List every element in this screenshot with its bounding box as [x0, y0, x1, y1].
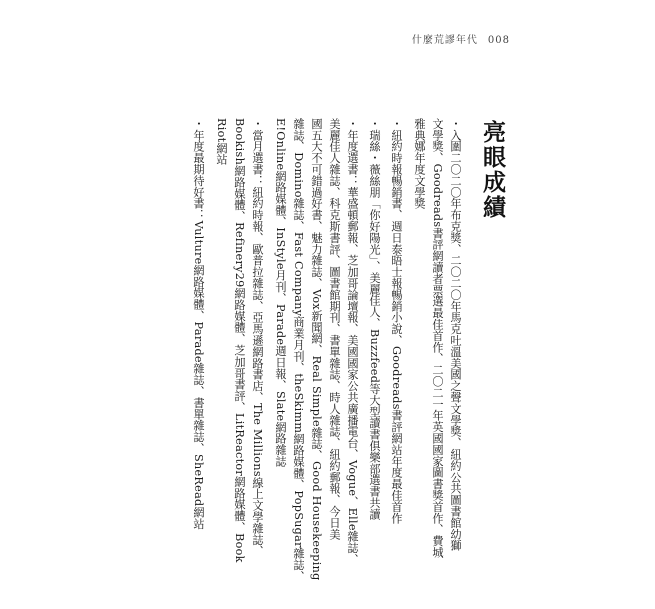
text-column: Riot網站 — [215, 118, 228, 166]
text-column: ・年度選書：華盛頓郵報、芝加哥論壇報、美國國家公共廣播電台、Vogue、Elle雜誌、 — [346, 118, 359, 566]
text-column: 文學獎、Goodreads書評網讀者票選最佳首作、二〇二一年英國國家圖書獎首作、費城 — [431, 118, 444, 559]
text-column: E!Online網路媒體、InStyle月刊、Parade週日報、Slate網路雜誌 — [274, 118, 287, 468]
text-column: 雅典娜年度文學獎 — [413, 118, 426, 210]
running-head — [412, 31, 510, 46]
text-column: ・入圍二〇二〇年布克獎、二〇二〇年馬克吐溫美國之聲文學獎、紐約公共圖書館幼獅 — [449, 118, 462, 552]
text-column: ・瑞絲・薇絲朋「你好陽光」、美麗佳人、Buzzfeed等大型讀書俱樂部選書共讀 — [368, 118, 381, 520]
text-column: ・紐約時報暢銷書、週日泰晤士報暢銷小說、Goodreads書評網站年度最佳首作 — [390, 118, 403, 524]
text-column: 國五大不可錯過好書、魅力雜誌、Vox新聞網、Real Simple雜誌、Good Housekeeping — [310, 118, 323, 581]
book-title: 什麼荒謬年代 — [411, 35, 478, 46]
text-column: Bookish網路媒體、Refinery29網路媒體、芝加哥書評、LitReactor網路媒體、Book — [233, 118, 246, 563]
text-column: ・當月選書：紐約時報、歐普拉雜誌、亞馬遜網路書店、The Millions線上文學雜誌、 — [251, 118, 264, 557]
text-column: ・年度最期待好書：Vulture網路媒體、Parade雜誌、書單雜誌、SheRead網站 — [192, 118, 205, 530]
text-column: 雜誌、Domino雜誌、Fast Company商業月刊、theSkimm網路媒體、PopSugar雜誌、 — [292, 118, 305, 582]
page-number: 008 — [487, 35, 510, 46]
text-column: 美麗佳人雜誌、科克斯書評、圖書館期刊、書單雜誌、時人雜誌、紐約郵報、今日美 — [328, 118, 341, 540]
section-title: 亮眼成績 — [479, 120, 505, 220]
